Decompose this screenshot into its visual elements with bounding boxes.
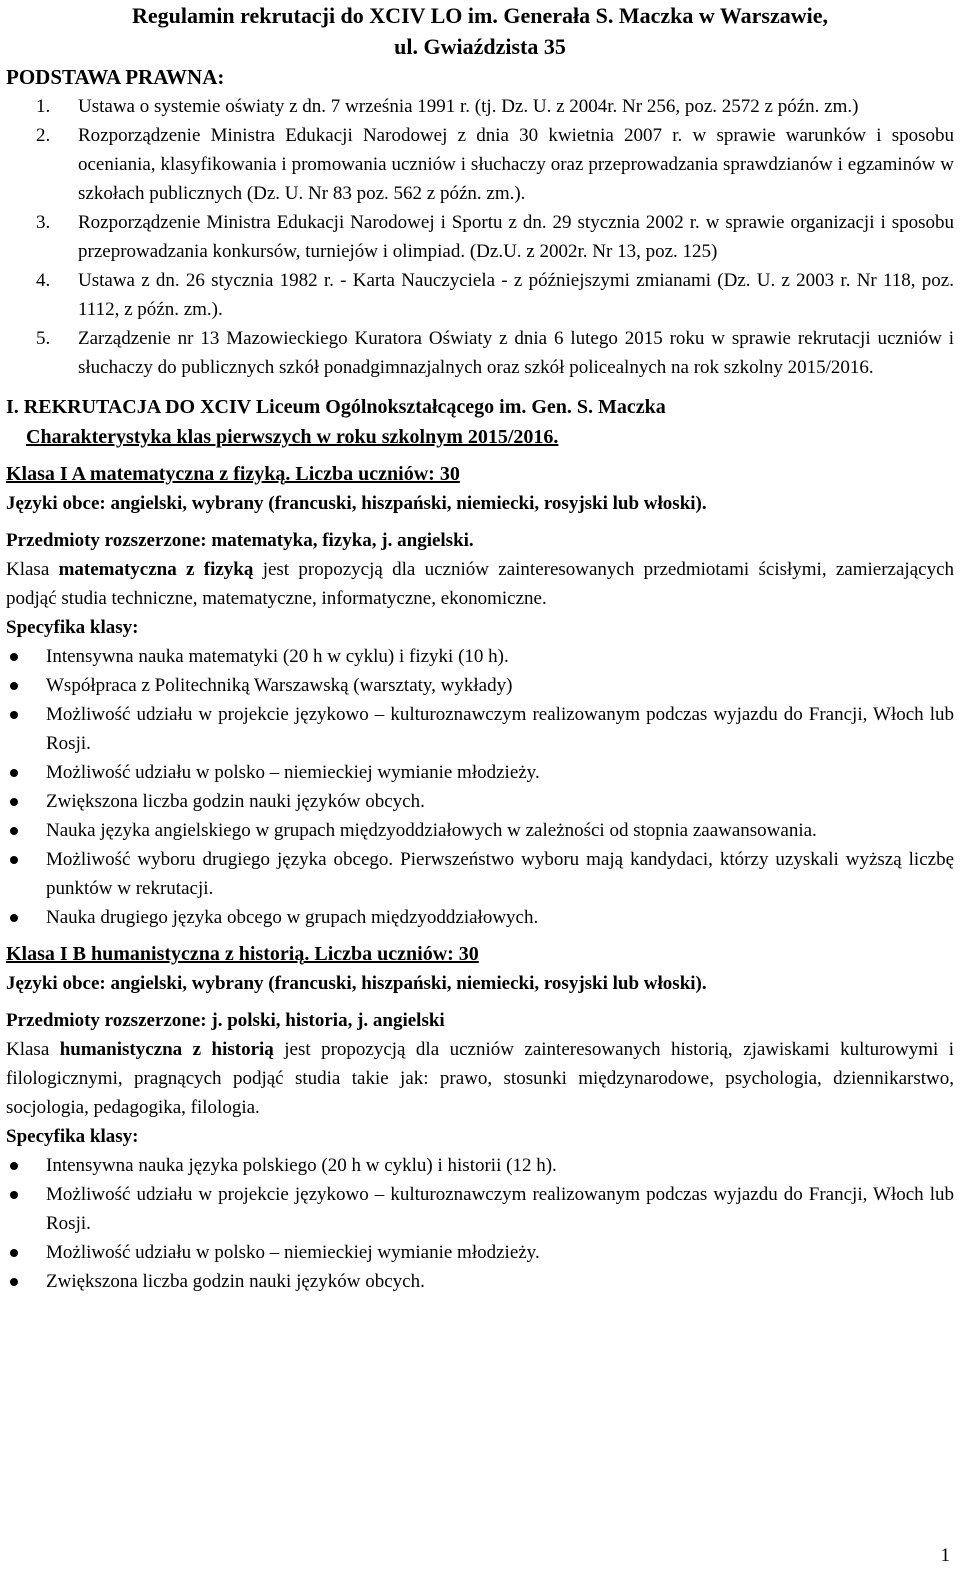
list-item-text: Możliwość wyboru drugiego języka obcego. Pierwszeństwo wyboru mają kandydaci, którzy uzyskali wyższą liczbę punktów w rekrutacji. [46,849,954,899]
class-b-title: Klasa I B humanistyczna z historią. Liczba uczniów: 30 [6,943,479,965]
legal-item-text: Zarządzenie nr 13 Mazowieckiego Kuratora Oświaty z dnia 6 lutego 2015 roku w sprawie rekrutacji uczniów i słuchaczy do publicznych szkół ponadgimnazjalnych oraz szkół policealnych na rok szkolny 2015/2016. [78,328,954,378]
document-title-line-2: ul. Gwiaździsta 35 [394,34,566,59]
class-a-description [6,555,954,613]
legal-item-number: 3. [36,212,51,233]
list-item-text: Możliwość udziału w polsko – niemieckiej wymianie młodzieży. [46,1242,540,1263]
list-item-text: Intensywna nauka matematyki (20 h w cyklu) i fizyki (10 h). [46,646,509,667]
bullet-icon [10,711,18,719]
legal-item-number: 1. [36,96,51,117]
class-a-desc-post: jest propozycją dla uczniów zainteresowanych przedmiotami ścisłymi, zamierzających podjąć studia techniczne, matematyczne, informatyczne, ekonomiczne. [6,559,955,609]
class-b-desc-bold: humanistyczna z historią [59,1039,274,1060]
class-b-desc-post: jest propozycją dla uczniów zainteresowanych historią, zjawiskami kulturowymi i filologicznymi, pragnących podjąć studia takie jak: prawo, stosunki międzynarodowe, psychologia, dziennikarstwo, socjologia, pedagogika, filologia. [6,1039,954,1118]
legal-item-text: Rozporządzenie Ministra Edukacji Narodowej z dnia 30 kwietnia 2007 r. w sprawie warunków i sposobu oceniania, klasyfikowania i promowania uczniów i słuchaczy oraz przeprowadzania sprawdzianów i egzaminów w szkołach publicznych (Dz. U. Nr 83 poz. 562 z późn. zm.). [78,125,954,204]
bullet-icon [10,914,18,922]
class-a-spec-list [6,642,954,932]
class-b-desc-pre: Klasa [6,1039,60,1060]
list-item [6,787,954,816]
list-item [6,700,954,758]
class-b-description [6,1035,954,1122]
class-a-title: Klasa I A matematyczna z fizyką. Liczba uczniów: 30 [6,463,460,485]
bullet-icon [10,682,18,690]
class-a-desc-bold: matematyczna z fizyką [58,559,254,580]
legal-item [6,208,954,266]
bullet-icon [10,827,18,835]
legal-item [6,121,954,208]
legal-item [6,92,954,121]
class-a-extended-subjects: Przedmioty rozszerzone: matematyka, fizyka, j. angielski. [6,530,474,551]
list-item [6,845,954,903]
list-item-text: Nauka języka angielskiego w grupach międzyoddziałowych w zależności od stopnia zaawansowania. [46,820,817,841]
document-page [6,0,954,1296]
list-item [6,1180,954,1238]
legal-item-number: 4. [36,270,51,291]
list-item [6,1238,954,1267]
bullet-icon [10,1191,18,1199]
page-number: 1 [940,1545,950,1566]
list-item [6,903,954,932]
list-item-text: Nauka drugiego języka obcego w grupach międzyoddziałowych. [46,907,539,928]
section-subheading: Charakterystyka klas pierwszych w roku szkolnym 2015/2016. [26,426,559,448]
legal-item-number: 5. [36,328,51,349]
list-item [6,1151,954,1180]
legal-basis-list [6,92,954,382]
list-item-text: Współpraca z Politechniką Warszawską (warsztaty, wykłady) [46,675,513,696]
list-item-text: Zwiększona liczba godzin nauki języków obcych. [46,791,425,812]
list-item-text: Możliwość udziału w projekcie językowo – kulturoznawczym realizowanym podczas wyjazdu do Francji, Włoch lub Rosji. [46,1184,954,1234]
list-item [6,671,954,700]
document-title-line-1: Regulamin rekrutacji do XCIV LO im. Generała S. Maczka w Warszawie, [131,3,828,28]
legal-item-text: Ustawa o systemie oświaty z dn. 7 września 1991 r. (tj. Dz. U. z 2004r. Nr 256, poz. 2572 z późn. zm.) [78,96,859,117]
list-item-text: Intensywna nauka języka polskiego (20 h w cyklu) i historii (12 h). [46,1155,557,1176]
bullet-icon [10,1278,18,1286]
section-heading: I. REKRUTACJA DO XCIV Liceum Ogólnokształcącego im. Gen. S. Maczka [6,396,666,418]
legal-basis-heading: PODSTAWA PRAWNA: [6,65,225,89]
list-item-text: Możliwość udziału w polsko – niemieckiej wymianie młodzieży. [46,762,540,783]
bullet-icon [10,1162,18,1170]
class-a-languages: Języki obce: angielski, wybrany (francuski, hiszpański, niemiecki, rosyjski lub włoski). [6,493,707,514]
bullet-icon [10,798,18,806]
class-b-spec-heading: Specyfika klasy: [6,1126,139,1147]
bullet-icon [10,856,18,864]
legal-item [6,324,954,382]
list-item-text: Możliwość udziału w projekcie językowo – kulturoznawczym realizowanym podczas wyjazdu do Francji, Włoch lub Rosji. [46,704,954,754]
class-b-languages: Języki obce: angielski, wybrany (francuski, hiszpański, niemiecki, rosyjski lub włoski). [6,973,707,994]
legal-item-text: Rozporządzenie Ministra Edukacji Narodowej i Sportu z dn. 29 stycznia 2002 r. w sprawie organizacji i sposobu przeprowadzania konkursów, turniejów i olimpiad. (Dz.U. z 2002r. Nr 13, poz. 125) [78,212,954,262]
list-item [6,642,954,671]
legal-item [6,266,954,324]
legal-item-number: 2. [36,125,51,146]
list-item [6,816,954,845]
legal-item-text: Ustawa z dn. 26 stycznia 1982 r. - Karta Nauczyciela - z późniejszymi zmianami (Dz. U. z 2003 r. Nr 118, poz. 1112, z późn. zm.). [78,270,954,320]
list-item [6,1267,954,1296]
bullet-icon [10,1249,18,1257]
list-item-text: Zwiększona liczba godzin nauki języków obcych. [46,1271,425,1292]
class-a-spec-heading: Specyfika klasy: [6,617,139,638]
class-a-desc-pre: Klasa [6,559,59,580]
list-item [6,758,954,787]
bullet-icon [10,653,18,661]
class-b-spec-list [6,1151,954,1296]
class-b-extended-subjects: Przedmioty rozszerzone: j. polski, historia, j. angielski [6,1010,445,1031]
bullet-icon [10,769,18,777]
